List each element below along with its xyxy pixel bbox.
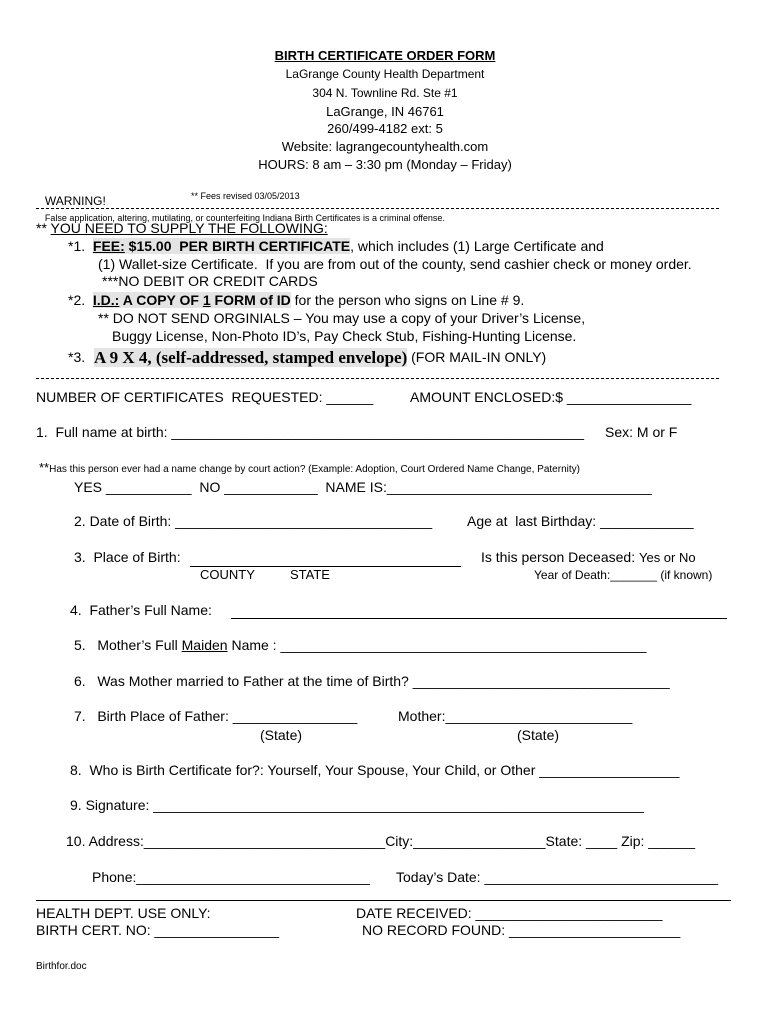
envelope-num: *3. bbox=[68, 349, 86, 365]
id-line-3: Buggy License, Non-Photo ID’s, Pay Check Stub, Fishing-Hunting License. bbox=[112, 328, 577, 344]
deceased-options: Yes or No bbox=[638, 550, 696, 565]
divider-middle bbox=[36, 378, 719, 379]
id-requirement bbox=[68, 293, 524, 307]
fee-line-3: ***NO DEBIT OR CREDIT CARDS bbox=[102, 273, 318, 289]
sex-field[interactable]: Sex: M or F bbox=[605, 424, 678, 440]
id-line-2: ** DO NOT SEND ORGINIALS – You may use a copy of your Driver’s License, bbox=[98, 310, 586, 326]
warning-label: WARNING! bbox=[44, 194, 106, 208]
parents-married-field[interactable]: 6. Was Mother married to Father at the time of Birth? _________________________________ bbox=[74, 673, 670, 689]
date-of-birth-field[interactable]: 2. Date of Birth: _________________________________ bbox=[74, 513, 433, 529]
county-label: COUNTY bbox=[200, 567, 255, 582]
birth-cert-no-field[interactable]: BIRTH CERT. NO: ________________ bbox=[36, 922, 280, 938]
envelope-bold: A 9 X 4, (self-addressed, stamped envelope) bbox=[94, 348, 408, 367]
fee-requirement bbox=[68, 239, 604, 253]
father-birthplace-field[interactable]: 7. Birth Place of Father: ________________ bbox=[74, 708, 358, 724]
fees-revised: ** Fees revised 03/05/2013 bbox=[191, 191, 300, 201]
num-certificates-field[interactable]: NUMBER OF CERTIFICATES REQUESTED: ______ bbox=[36, 389, 374, 405]
deceased-label: Is this person Deceased: bbox=[481, 549, 639, 565]
envelope-requirement bbox=[68, 349, 546, 367]
fee-line-2: (1) Wallet-size Certificate. If you are from out of the county, send cashier check or money order. bbox=[98, 256, 692, 272]
father-state-label: (State) bbox=[260, 727, 303, 743]
envelope-rest: (FOR MAIL-IN ONLY) bbox=[407, 349, 547, 365]
id-num: *2. bbox=[68, 292, 86, 308]
amount-enclosed-field[interactable]: AMOUNT ENCLOSED:$ ________________ bbox=[410, 389, 692, 405]
deceased-field[interactable] bbox=[481, 550, 696, 564]
full-name-field[interactable]: 1. Full name at birth: _____________________________________________________ bbox=[36, 424, 585, 440]
q5-maiden: Maiden bbox=[181, 637, 228, 653]
place-of-birth-label: 3. Place of Birth: bbox=[74, 549, 181, 565]
mother-state-label: (State) bbox=[517, 727, 560, 743]
id-bold-a: A COPY OF bbox=[119, 292, 203, 308]
no-record-found-field[interactable]: NO RECORD FOUND: ______________________ bbox=[362, 922, 681, 938]
todays-date-field[interactable]: Today’s Date: ______________________________ bbox=[396, 869, 719, 885]
address-line-2: LaGrange, IN 46761 bbox=[326, 104, 444, 119]
id-label: I.D.: bbox=[92, 292, 120, 308]
father-name-line[interactable] bbox=[231, 618, 727, 619]
warning-text: False application, altering, mutilating, or counterfeiting Indiana Birth Certificates is a criminal offense. bbox=[44, 213, 445, 223]
id-bold-b: FORM of ID bbox=[210, 292, 291, 308]
mother-maiden-name-field[interactable] bbox=[74, 638, 646, 652]
divider-top bbox=[36, 208, 719, 209]
age-last-birthday-field[interactable]: Age at last Birthday: ____________ bbox=[467, 513, 694, 529]
warning-line bbox=[36, 177, 445, 225]
form-title: BIRTH CERTIFICATE ORDER FORM bbox=[274, 48, 496, 63]
address-line-1: 304 N. Townline Rd. Ste #1 bbox=[312, 86, 458, 100]
father-name-label: 4. Father’s Full Name: bbox=[70, 602, 216, 618]
health-dept-use-only: HEALTH DEPT. USE ONLY: bbox=[36, 905, 211, 921]
id-bold-num: 1 bbox=[202, 292, 211, 308]
department-website: Website: lagrangecountyhealth.com bbox=[281, 139, 489, 154]
mother-birthplace-field[interactable]: Mother:________________________ bbox=[398, 708, 633, 724]
year-of-death-field[interactable]: Year of Death:_______ (if known) bbox=[534, 568, 713, 582]
fee-rest: , which includes (1) Large Certificate and bbox=[350, 238, 604, 254]
id-rest: for the person who signs on Line # 9. bbox=[290, 292, 525, 308]
department-phone: 260/499-4182 ext: 5 bbox=[327, 121, 443, 136]
state-label: STATE bbox=[290, 567, 330, 582]
fee-num: *1. bbox=[68, 238, 86, 254]
date-received-field[interactable]: DATE RECEIVED: ________________________ bbox=[356, 905, 663, 921]
name-change-question bbox=[39, 460, 580, 476]
signature-field[interactable]: 9. Signature: _______________________________________________________________ bbox=[70, 797, 644, 813]
department-name: LaGrange County Health Department bbox=[285, 67, 485, 81]
fee-label: FEE: bbox=[92, 238, 125, 254]
divider-bottom bbox=[36, 900, 731, 901]
name-change-fields[interactable]: YES ___________ NO ____________ NAME IS:__________________________________ bbox=[74, 479, 652, 495]
certificate-for-field[interactable]: 8. Who is Birth Certificate for?: Yourself, Your Spouse, Your Child, or Other __________________ bbox=[70, 762, 680, 778]
q5-suffix: Name : _______________________________________________ bbox=[227, 637, 647, 653]
name-change-prefix: ** bbox=[39, 460, 50, 475]
requirements-heading bbox=[36, 221, 328, 235]
fee-amount: $15.00 PER BIRTH CERTIFICATE bbox=[124, 238, 351, 254]
address-fields[interactable]: 10. Address:_______________________________City:_________________State: ____ Zip: ______ bbox=[66, 833, 696, 849]
phone-field[interactable]: Phone:______________________________ bbox=[92, 869, 370, 885]
office-hours: HOURS: 8 am – 3:30 pm (Monday – Friday) bbox=[258, 157, 512, 172]
footer-filename: Birthfor.doc bbox=[36, 961, 87, 972]
q5-prefix: 5. Mother’s Full bbox=[74, 637, 182, 653]
name-change-text: Has this person ever had a name change by court action? (Example: Adoption, Court Ordered Name Change, Paternity) bbox=[49, 464, 580, 475]
heading-prefix: ** bbox=[36, 220, 51, 236]
heading-text: YOU NEED TO SUPPLY THE FOLLOWING: bbox=[50, 220, 328, 236]
